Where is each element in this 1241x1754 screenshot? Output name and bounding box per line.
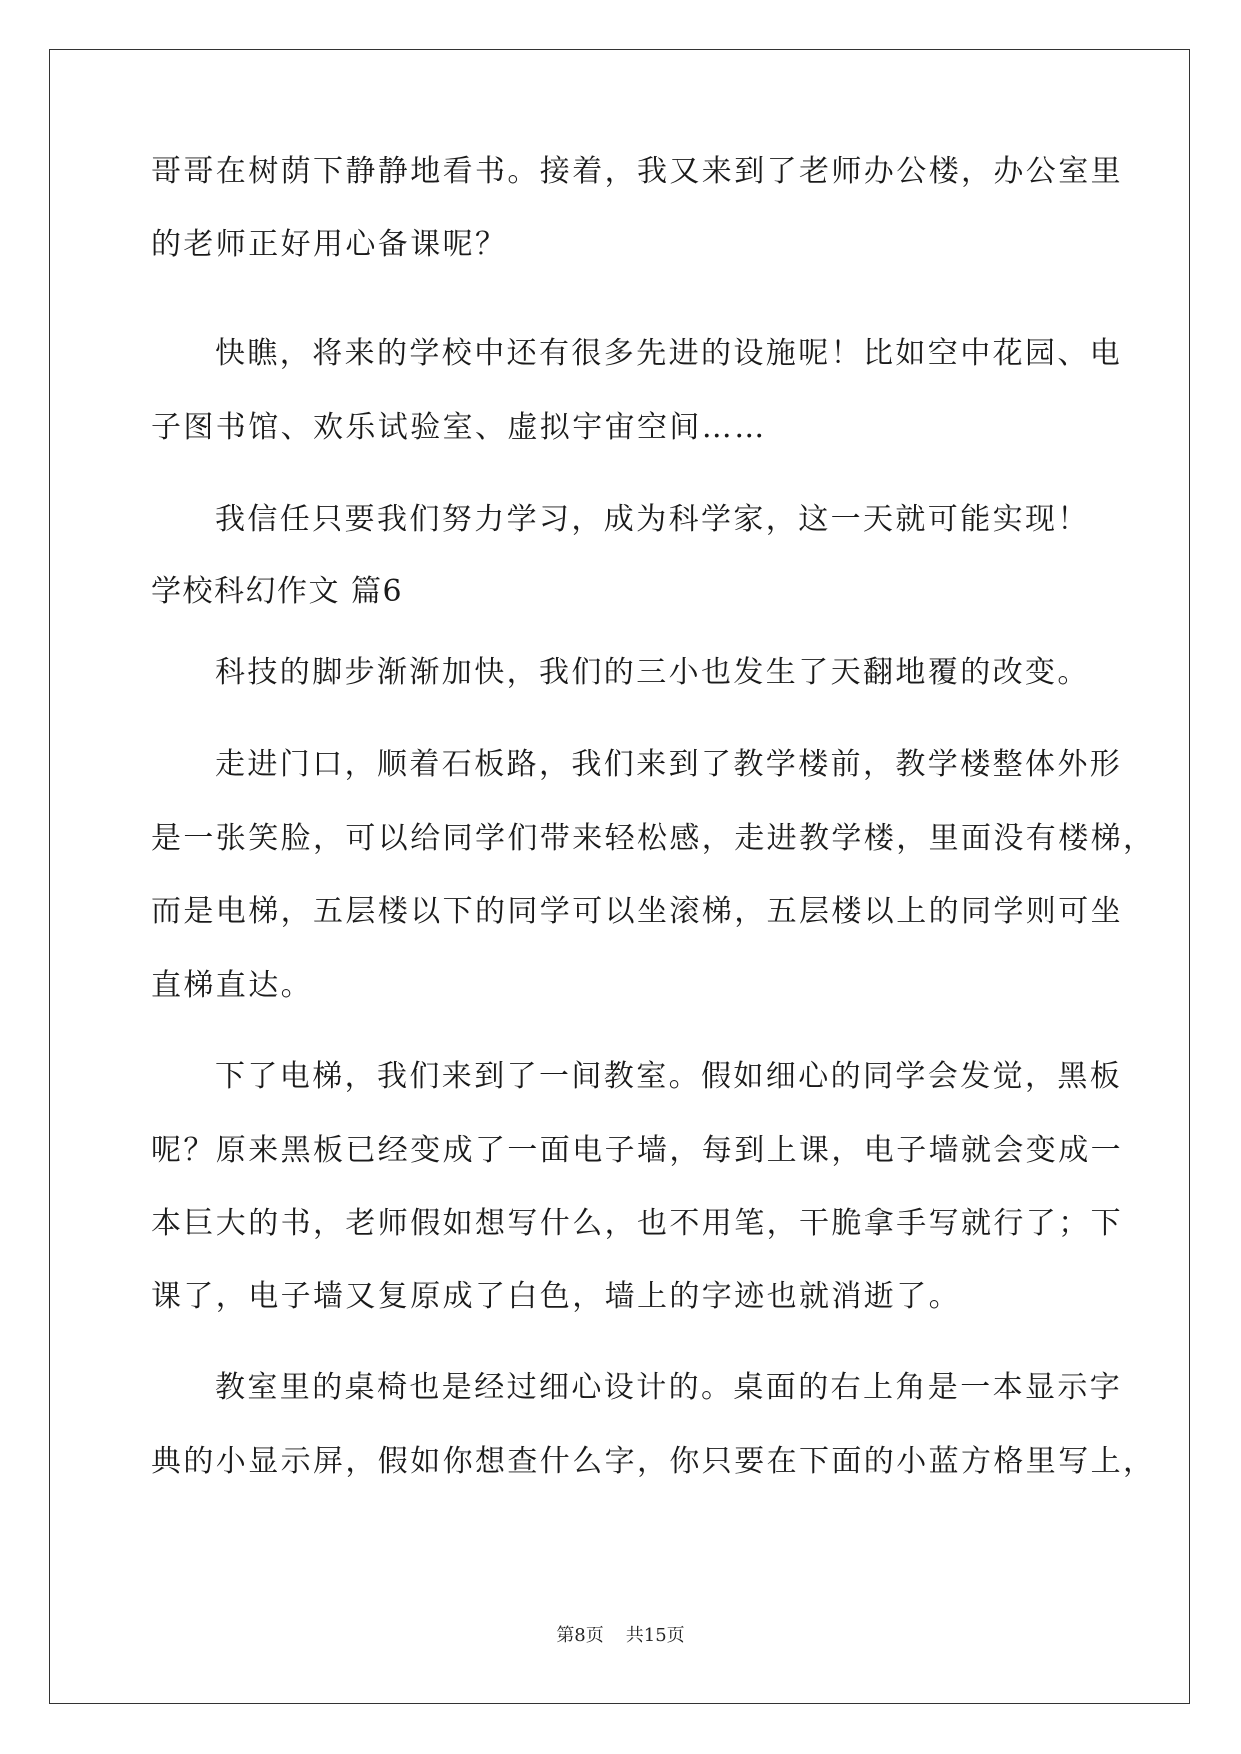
text-line-4: 子图书馆、欢乐试验室、虚拟宇宙空间…… <box>151 410 767 445</box>
section-heading: 学校科幻作文 篇6 <box>151 574 404 609</box>
text-line-12: 下了电梯，我们来到了一间教室。假如细心的同学会发觉，黑板 <box>215 1059 1123 1094</box>
text-line-17: 典的小显示屏，假如你想查什么字，你只要在下面的小蓝方格里写上， <box>151 1444 1156 1479</box>
text-line-1: 哥哥在树荫下静静地看书。接着，我又来到了老师办公楼，办公室里 <box>151 154 1123 189</box>
text-line-16: 教室里的桌椅也是经过细心设计的。桌面的右上角是一本显示字 <box>215 1370 1123 1405</box>
text-line-8: 走进门口，顺着石板路，我们来到了教学楼前，教学楼整体外形 <box>215 747 1123 782</box>
text-line-7: 科技的脚步渐渐加快，我们的三小也发生了天翻地覆的改变。 <box>215 655 1090 690</box>
text-line-9: 是一张笑脸，可以给同学们带来轻松感，走进教学楼，里面没有楼梯， <box>151 821 1156 856</box>
text-line-3: 快瞧，将来的学校中还有很多先进的设施呢！比如空中花园、电 <box>215 336 1123 371</box>
text-line-13: 呢？原来黑板已经变成了一面电子墙，每到上课，电子墙就会变成一 <box>151 1133 1123 1168</box>
text-line-10: 而是电梯，五层楼以下的同学可以坐滚梯，五层楼以上的同学则可坐 <box>151 894 1123 929</box>
page-footer <box>0 1624 1241 1648</box>
text-line-2: 的老师正好用心备课呢？ <box>151 227 508 262</box>
page-total: 共15页 <box>625 1625 685 1646</box>
text-line-11: 直梯直达。 <box>151 968 313 1003</box>
text-line-15: 课了，电子墙又复原成了白色，墙上的字迹也就消逝了。 <box>151 1279 961 1314</box>
page-number: 第8页 <box>556 1625 604 1646</box>
text-line-14: 本巨大的书，老师假如想写什么，也不用笔，干脆拿手写就行了；下 <box>151 1206 1123 1241</box>
text-line-5: 我信任只要我们努力学习，成为科学家，这一天就可能实现！ <box>215 502 1090 537</box>
